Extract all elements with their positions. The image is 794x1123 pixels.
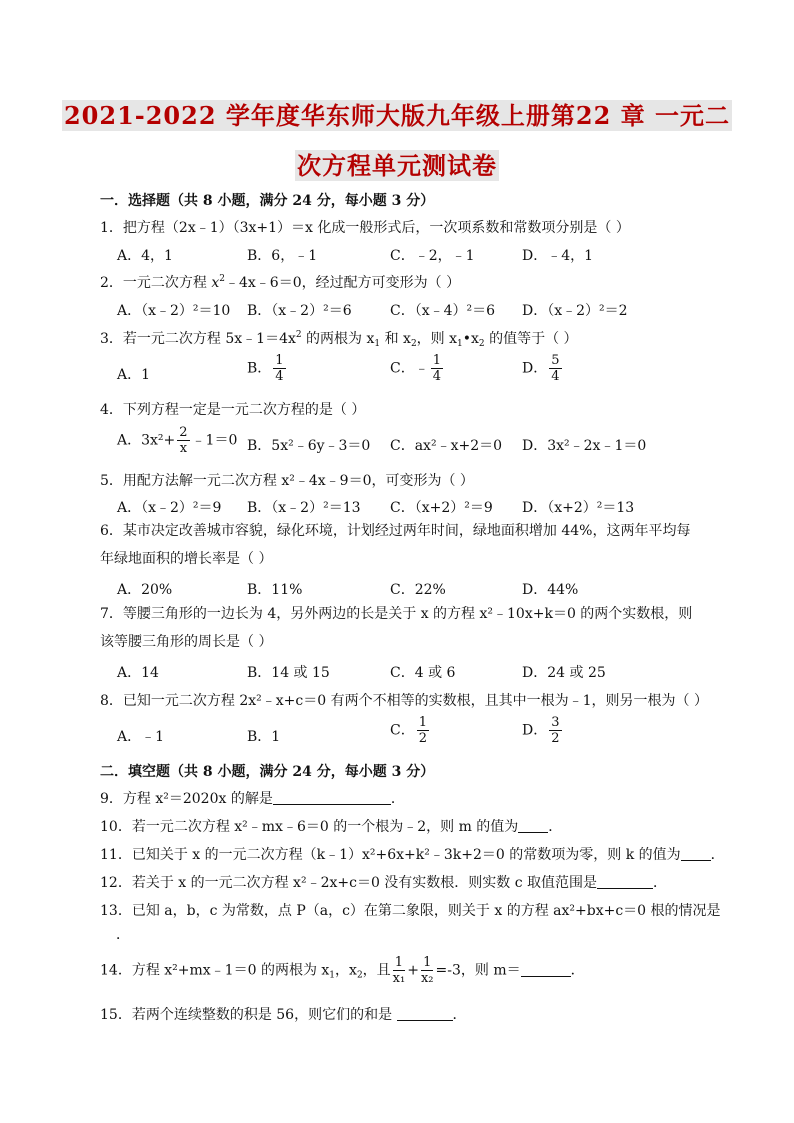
q4-option-a: A．3x²+ $\frac{2}{x}$ ﹣1＝0	[117, 425, 238, 456]
answer-blank[interactable]	[597, 876, 653, 889]
question-13-tail: ．	[116, 927, 130, 943]
q1-option-a: A．4，1	[117, 248, 173, 264]
question-12-stem: 12．若关于 x 的一元二次方程 x²﹣2x+c＝0 没有实数根．则实数 c 取值范围是 ．	[100, 875, 668, 891]
question-14-stem: 14．方程 x²+mx﹣1＝0 的两根为 $x_1$，$x_2$，且 $\frac{1}{\text{x₁}}$ + $\frac{1}{\text{x₂}}$ =-3，则 m＝ ．	[100, 955, 585, 986]
q4-option-c: C．ax²﹣x+2＝0	[390, 438, 503, 454]
q8-option-b: B．1	[247, 729, 281, 745]
q6-option-a: A．20%	[117, 582, 173, 598]
question-6-stem: 6．某市决定改善城市容貌，绿化环境，计划经过两年时间，绿地面积增加 44%，这两年平均每年绿地面积的增长率是（ ）	[100, 523, 691, 567]
question-2-stem: 2．一元二次方程 $x^2﹣4x﹣6=0$，经过配方可变形为（ ）	[100, 274, 461, 291]
q3-option-c: C．﹣ $\frac{1}{4}$	[390, 353, 441, 384]
q1-option-c: C．﹣2，﹣1	[390, 248, 475, 264]
q7-option-a: A．14	[117, 665, 159, 681]
q7-option-d: D．24 或 25	[522, 665, 606, 681]
fraction: $\frac{1}{\text{x₂}}$	[420, 955, 434, 986]
fraction: $\frac{2}{x}$	[179, 425, 188, 456]
q3-option-a: A．1	[117, 367, 151, 383]
answer-blank[interactable]	[521, 964, 571, 977]
answer-blank[interactable]	[273, 792, 391, 805]
fraction: $\frac{3}{2}$	[551, 715, 560, 746]
section-multiple-choice: 一．选择题（共 8 小题，满分 24 分，每小题 3 分）	[100, 193, 435, 209]
fraction: $\frac{1}{2}$	[418, 715, 427, 746]
answer-blank[interactable]	[681, 848, 711, 861]
answer-blank[interactable]	[397, 1008, 453, 1021]
title-text-a: 2021-2022 学年度华东师大版九年级上册第	[63, 101, 576, 130]
question-15-stem: 15．若两个连续整数的积是 56，则它们的和是 ．	[100, 1007, 467, 1023]
q1-option-d: D．﹣4，1	[522, 248, 594, 264]
question-7-stem: 7．等腰三角形的一边长为 4，另外两边的长是关于 x 的方程 x²﹣10x+k＝0 的两个实数根，则该等腰三角形的周长是（ ）	[100, 606, 693, 650]
q2-option-d: D．（x﹣2）²＝2	[522, 303, 628, 319]
exam-title-line2	[0, 146, 794, 181]
exam-title-line1	[0, 96, 794, 131]
q5-option-c: C．（x+2）²＝9	[390, 500, 493, 516]
question-4-stem: 4．下列方程一定是一元二次方程的是（ ）	[100, 402, 366, 418]
question-3-stem: 3．若一元二次方程 $5x﹣1=4x^2$ 的两根为 $x_1$ 和 $x_2$，则 $x_1•x_2$ 的值等于（ ）	[100, 330, 578, 349]
q5-option-a: A．（x﹣2）²＝9	[117, 500, 222, 516]
question-13-stem: 13．已知 a，b，c 为常数，点 P（a，c）在第二象限，则关于 x 的方程 ax²+bx+c＝0 根的情况是	[100, 903, 721, 919]
q2-option-b: B．（x﹣2）²＝6	[247, 303, 352, 319]
question-9-stem: 9．方程 x²＝2020x 的解是 ．	[100, 791, 405, 807]
fraction: $\frac{5}{4}$	[551, 353, 560, 384]
q6-option-d: D．44%	[522, 582, 579, 598]
q8-option-d: D． $\frac{3}{2}$	[522, 715, 560, 746]
question-1-stem: 1．把方程（2x﹣1）（3x+1）＝x 化成一般形式后，一次项系数和常数项分别是（ ）	[100, 220, 630, 236]
q2-option-a: A．（x﹣2）²＝10	[117, 303, 231, 319]
question-11-stem: 11．已知关于 x 的一元二次方程（k﹣1）x²+6x+k²﹣3k+2＝0 的常数项为零，则 k 的值为 ．	[100, 847, 725, 863]
section-fill-in: 二．填空题（共 8 小题，满分 24 分，每小题 3 分）	[100, 764, 435, 780]
q6-option-b: B．11%	[247, 582, 303, 598]
q7-option-c: C．4 或 6	[390, 665, 456, 681]
question-5-stem: 5．用配方法解一元二次方程 x²﹣4x﹣9＝0，可变形为（ ）	[100, 473, 474, 489]
q4-option-b: B．5x²﹣6y﹣3＝0	[247, 438, 371, 454]
q7-option-b: B．14 或 15	[247, 665, 330, 681]
title-text-b: 章 一元二	[611, 101, 731, 130]
q3-option-d: D． $\frac{5}{4}$	[522, 353, 560, 384]
answer-blank[interactable]	[518, 820, 548, 833]
fraction: $\frac{1}{4}$	[432, 353, 441, 384]
question-8-stem: 8．已知一元二次方程 2x²﹣x+c＝0 有两个不相等的实数根，且其中一根为﹣1，则另一根为（ ）	[100, 693, 708, 709]
fraction: $\frac{1}{4}$	[275, 353, 284, 384]
q6-option-c: C．22%	[390, 582, 446, 598]
question-10-stem: 10．若一元二次方程 x²﹣mx﹣6＝0 的一个根为﹣2，则 m 的值为 ．	[100, 819, 563, 835]
title-text-line2: 次方程单元测试卷	[297, 151, 497, 180]
q8-option-a: A．﹣1	[117, 729, 165, 745]
fraction: $\frac{1}{\text{x₁}}$	[392, 955, 406, 986]
q5-option-d: D．（x+2）²＝13	[522, 500, 635, 516]
q4-option-d: D．3x²﹣2x﹣1＝0	[522, 438, 647, 454]
q3-option-b: B． $\frac{1}{4}$	[247, 353, 284, 384]
q1-option-b: B．6，﹣1	[247, 248, 318, 264]
q5-option-b: B．（x﹣2）²＝13	[247, 500, 361, 516]
q8-option-c: C． $\frac{1}{2}$	[390, 715, 427, 746]
title-chapter-number: 22	[575, 101, 612, 130]
q2-option-c: C．（x﹣4）²＝6	[390, 303, 496, 319]
